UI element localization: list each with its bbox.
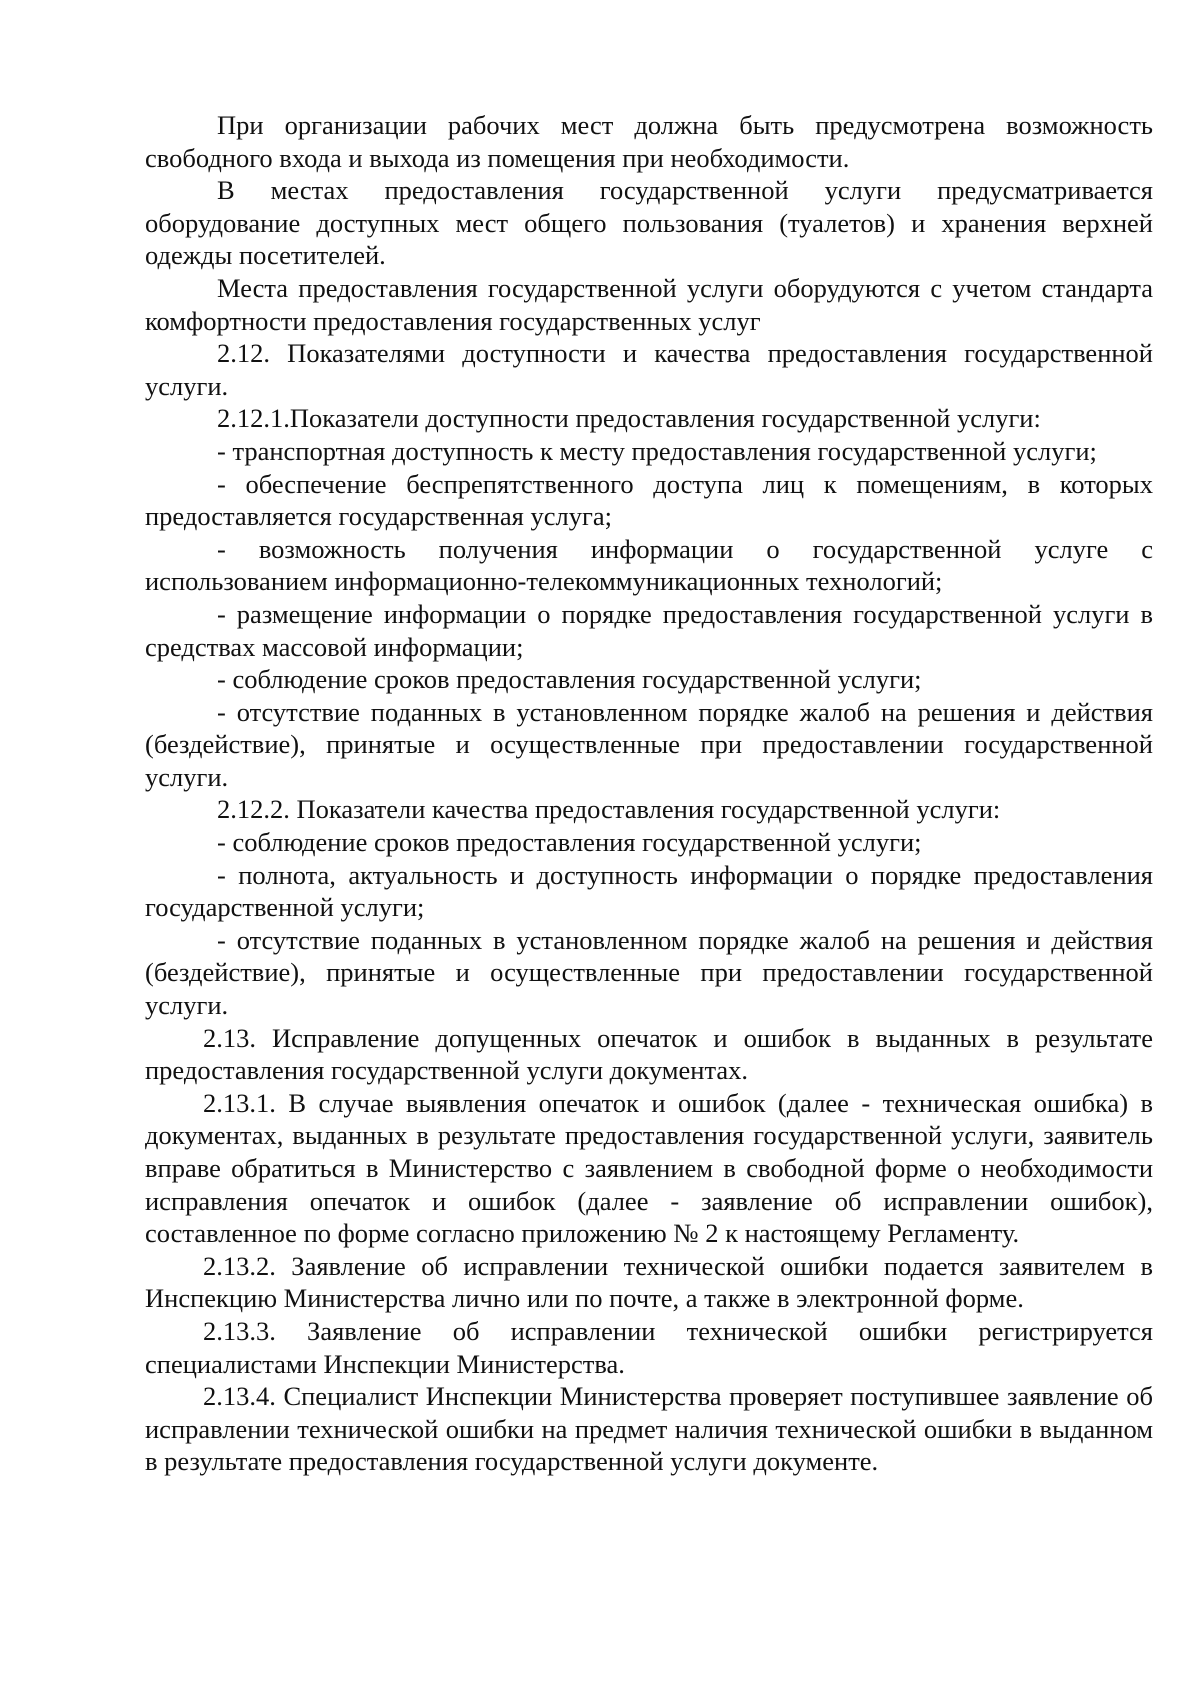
- section-2-13-1-paragraph: 2.13.1. В случае выявления опечаток и ошибок (далее - техническая ошибка) в документах, выданных в результате предоставления государственной услуги, заявитель вправе обратиться в Министерство с заявлением в свободной форме о необходимости исправления опечаток и ошибок (далее - заявление об исправлении ошибок), составленное по форме согласно приложению № 2 к настоящему Регламенту.: [145, 1087, 1153, 1249]
- section-2-13-4-paragraph: 2.13.4. Специалист Инспекции Министерства проверяет поступившее заявление об исправлении технической ошибки на предмет наличия технической ошибки в выданном в результате предоставления государственной услуги документе.: [145, 1381, 1153, 1477]
- section-2-12-heading: 2.12. Показателями доступности и качества предоставления государственной услуги.: [145, 338, 1153, 401]
- section-2-12-1-heading: 2.12.1.Показатели доступности предоставления государственной услуги:: [217, 403, 1041, 434]
- list-item-quality-no-complaints: - отсутствие поданных в установленном порядке жалоб на решения и действия (бездействие), принятые и осуществленные при предоставлении государственной услуги.: [145, 924, 1153, 1021]
- list-item-information-completeness: - полнота, актуальность и доступность информации о порядке предоставления государственной услуги;: [145, 859, 1153, 923]
- list-item-no-complaints: - отсутствие поданных в установленном порядке жалоб на решения и действия (бездействие), принятые и осуществленные при предоставлении государственной услуги.: [145, 696, 1153, 792]
- paragraph-public-facilities: В местах предоставления государственной услуги предусматривается оборудование доступных мест общего пользования (туалетов) и хранения верхней одежды посетителей.: [145, 175, 1153, 271]
- list-item-unobstructed-access: - обеспечение беспрепятственного доступа лиц к помещениям, в которых предоставляется государственная услуга;: [145, 468, 1153, 532]
- paragraph-workplace-access: При организации рабочих мест должна быть предусмотрена возможность свободного входа и выхода из помещения при необходимости.: [145, 110, 1153, 173]
- list-item-it-information: - возможность получения информации о государственной услуге с использованием информационно-телекоммуникационных технологий;: [145, 533, 1153, 597]
- list-item-quality-deadlines: - соблюдение сроков предоставления государственной услуги;: [217, 827, 922, 858]
- paragraph-comfort-standard: Места предоставления государственной услуги оборудуются с учетом стандарта комфортности предоставления государственных услуг: [145, 272, 1153, 336]
- list-item-transport-access: - транспортная доступность к месту предоставления государственной услуги;: [217, 435, 1097, 466]
- document-page: [145, 109, 1153, 1478]
- list-item-mass-media: - размещение информации о порядке предоставления государственной услуги в средствах массовой информации;: [145, 598, 1153, 662]
- section-2-13-heading: 2.13. Исправление допущенных опечаток и ошибок в выданных в результате предоставления государственной услуги документах.: [145, 1022, 1153, 1086]
- section-2-12-2-heading: 2.12.2. Показатели качества предоставления государственной услуги:: [217, 794, 1001, 825]
- section-2-13-3-paragraph: 2.13.3. Заявление об исправлении технической ошибки регистрируется специалистами Инспекции Министерства.: [145, 1315, 1153, 1379]
- list-item-deadlines: - соблюдение сроков предоставления государственной услуги;: [217, 664, 922, 695]
- section-2-13-2-paragraph: 2.13.2. Заявление об исправлении технической ошибки подается заявителем в Инспекцию Министерства лично или по почте, а также в электронной форме.: [145, 1250, 1153, 1314]
